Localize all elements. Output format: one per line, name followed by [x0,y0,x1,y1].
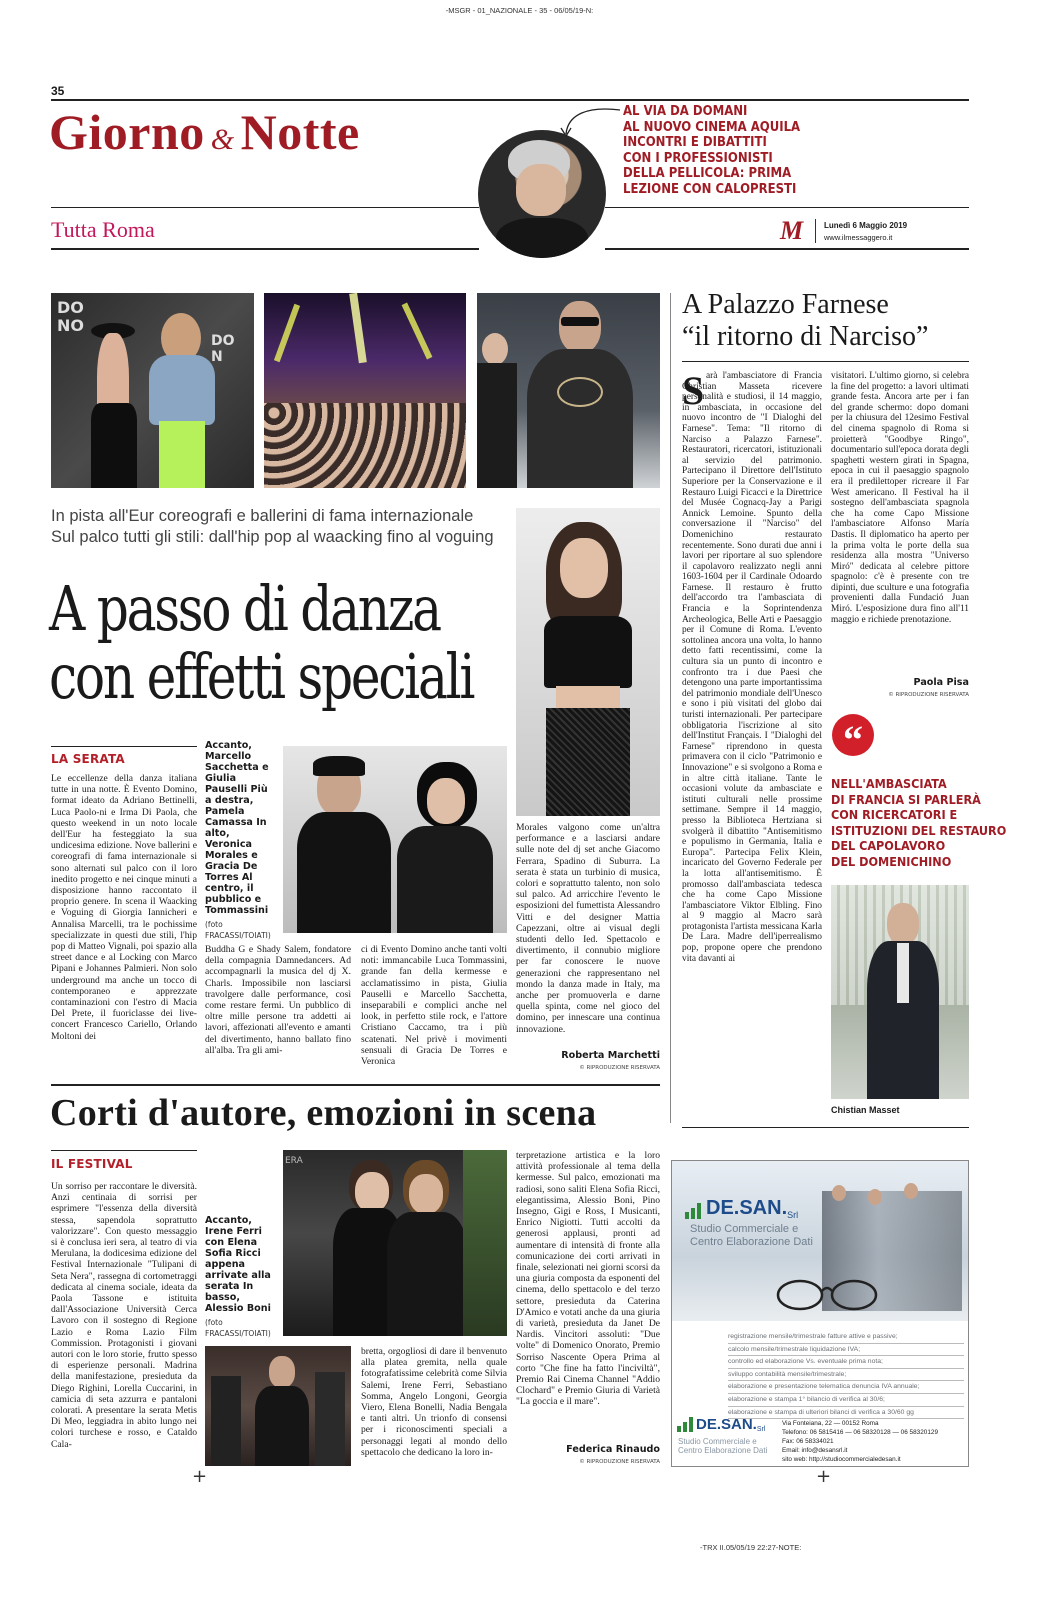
top-slug: -MSGR - 01_NAZIONALE - 35 - 06/05/19-N: [445,6,594,15]
section-rule-left [51,207,479,208]
desan-logo-top: DE.SAN. Srl [684,1197,798,1220]
messaggero-logo: M [780,216,804,245]
crowd-photo [264,293,466,488]
desan-services-list: registrazione mensile/trimestrale fatture attive e passive; calcolo mensile/trimestrale liquidazione IVA; controllo ed elaborazione Vs. eventuale prima nota; sviluppo contabilità mensile/trimestrale; elaborazione e presentazione telematica denuncia IVA annuale; elaborazione e stampa 1° bilancio di verifica al 30/6; elaborazione e stampa di ulteriori bilanci di verifica a 30/60 gg [728,1331,964,1419]
corti-kicker: IL FESTIVAL [51,1157,133,1171]
dance-col-1: Le eccellenze della danza italiana tutte in una notte. È Evento Domino, format ideato da Adriano Bettinelli, Luca Paolo-ni e Irma Di Paola, che questo weekend in un noto locale dell'Eur ha festeggiato la sua undicesima edizione. Nove ballerini e coreografi di fama internazionale si sono alternati sul palco con il loro inedito progetto e nei cinque minuti a disposizione hanno raccontato il proprio genere. In scena il Waacking e Voguing di Giorgia Iannicheri e Annalisa Marcelli, tra le pochissime specializzate in questi due stili, l'hip pop di Matteo Vignali, poi spazio alla street dance e al Locking con Marco Pipani e Johannes Palmieri. Non solo underground ma anche un tocco di contemporaneo e apprezzate contaminazioni con l'estro di Macia Del Prete, il fuoriclasse dei live-concert Francesco Cariello, Orlando Moltoni dei [51,773,197,1042]
farnese-pullquote: NELL'AMBASCIATA DI FRANCIA SI PARLERÀ CON RICERCATORI E ISTITUZIONI DEL RESTAURO DEL CAPOLAVORO DEL DOMENICHINO [831,776,1007,869]
dance-kicker: LA SERATA [51,752,125,766]
sacchetta-pauselli-photo [283,746,507,933]
teaser-arrow-icon [558,104,628,140]
desan-logo-bottom: DE.SAN. Srl [676,1415,765,1433]
corti-photo-caption: Accanto, Irene Ferri con Elena Sofia Ricci appena arrivate alla serata In basso, Alessio Boni (foto FRACASSI/TOIATI) [205,1215,271,1338]
masthead-title: Giorno & Notte [49,104,360,160]
section-rule-right [605,207,969,208]
teaser-text[interactable]: AL VIA DA DOMANI AL NUOVO CINEMA AQUILA INCONTRI E DIBATTITI CON I PROFESSIONISTI DELLA PELLICOLA: PRIMA LEZIONE CON CALOPRESTI [623,104,801,197]
issue-date: Lunedì 6 Maggio 2019 [824,221,908,230]
dance-headline: A passo di danza con effetti speciali [49,572,474,713]
desan-advertisement[interactable]: DE.SAN. Srl Studio Commerciale e Centro Elaborazione Dati registrazione mensile/trimestrale fatture attive e passive; calcolo mensile/trimestrale liquidazione IVA; controllo ed elaborazione Vs. eventuale prima nota; sviluppo contabilità mensile/trimestrale; elaborazione e presentazione telematica denuncia IVA annuale; elaborazione e stampa 1° bilancio di verifica al 30/6; elaborazione e stampa di ulteriori bilanci di verifica a 30/60 gg DE.SAN. Srl Studio Commerciale e Centro Elaborazione Dati Via Fonteiana, 22 — 00152 Roma Telefono: 06 5815416 — 06 58320128 — 06 58320129 Fax: 06 58334021 Email: info@desansrl.it sito web: http://studiocommercialedesan.it [671,1160,969,1467]
farnese-copyright: © RIPRODUZIONE RISERVATA [888,692,969,698]
section-label: Tutta Roma [51,217,155,242]
dance-col-4: Morales valgono come un'altra performance e a lasciarsi andare sulle note del dj set anche Giacomo Ferrara, Spadino di Suburra. La serata è stata un turbinio di musica, colori e soprattutto talento, non solo sul palco. Ad arricchire l'evento le esposizioni del fumettista Alessandro Vitti e del designer Mattia Capezzani, oltre ai visual degli studenti dello Ied. Spettacolo e divertimento, il connubio migliore per far conoscere le nuove generazioni che rappresentano nel mondo la danza made in Italy, ma anche per promuoverla e darne quella spinta, come nel gioco del domino, per innescare una continua innovazione. [516,822,660,1035]
dance-copyright: © RIPRODUZIONE RISERVATA [579,1065,660,1071]
glasses-icon [772,1273,882,1313]
page-number: 35 [51,84,65,98]
crop-mark-left: + [192,1466,208,1487]
header-rule [51,99,969,101]
tommassini-photo [477,293,660,488]
teaser-portrait-photo [478,130,606,258]
bar-chart-icon [684,1200,706,1220]
farnese-col-1: arà l'ambasciatore di Francia Christian Masseta ricevere personalità e studiosi, il 14 maggio, in ambasciata, in occasione del nuovo incontro de "I Dialoghi del Farnese". Tema: "Il ritorno di Narciso a Palazzo Farnese". Restauratori, ricercatori, istituzionali al servizio del patrimonio. Partecipano il Direttore dell'Istituto Superiore per la Conservazione e il Restauro Luigi Ficacci e la Direttrice del Musée Cognacq-Jay a Parigi Annick Lemoine. Spunto della conversazione il "Narciso" del Domenichino restaurato recentemente. Sono durati due anni i lavori per riportare al suo splendore il capolavoro realizzato negli anni 1603-1604 per il Cardinale Odoardo Farnese. Il restauro è frutto dell'accordo tra l'ambasciata di Francia e la Soprintendenza Archeologica, Belle Arti e Paesaggio per il Comune di Roma. L'evento sottolinea ancora una volta, lo hanno detto fatti recentissimi, come la cultura sia un punto di incontro e confronto tra i due Paesi che detengono una parte importantissima del patrimonio mondiale dell'Unesco e sono i più visitati del globo dai turisti internazionali. Per partecipare obbligatoria l'iscrizione al sito dell'Institut Français. I "Dialoghi del Farnese" riprendono in questa primavera con il ciclo "Patrimonio e Innovazione" e si svolgono a Roma e in altre città italiane. Tante le occasioni volute da ambasciate e istituti culturali nelle prossime settimane. Sempre il 14 maggio, presso la Biblioteca Hertziana si svolgerà il dibattito "Antisemitismo e populismo in Germania, Italia e Europa". Partecipa Felix Klein, incaricato del Governo Federale per la lotta all'antisemitismo. È promosso dall'ambasciata tedesca che ha come Capo Missione l'ambasciatore Viktor Elbling. Fino al 9 maggio al Macro sarà protagonista l'artista messicana Karla De Lara. Madre dell'iperrealismo pop, propone opere che prendono vita davanti ai [682,371,822,964]
masset-portrait-photo [831,885,969,1099]
corti-headline: Corti d'autore, emozioni in scena [50,1092,597,1134]
dance-photo-caption: Accanto, Marcello Sacchetta e Giulia Pauselli Più a destra, Pamela Camassa In alto, Veronica Morales e Gracia De Torres Al centro, il pubblico e Tommassini (foto FRACASSI/TOIATI) [205,740,271,940]
alessio-boni-photo [205,1346,351,1466]
corti-copyright: © RIPRODUZIONE RISERVATA [579,1459,660,1465]
dance-signature: Roberta Marchetti [561,1050,660,1061]
dance-col-2: Buddha G e Shady Salem, fondatore della compagnia Damnedancers. Ad accompagnarli la musica del dj X. Charls. Impossibile non lasciarsi travolgere dalle performance, così come restare fermi. Un pubblico di oltre mille persone tra addetti ai lavori, affezionati all'evento e amanti del divertimento, hanno ballato fino all'alba. Tra gli ami- [205,944,351,1056]
farnese-headline: A Palazzo Farnese “il ritorno di Narciso” [682,289,929,352]
corti-col-2: bretta, orgogliosi di dare il benvenuto alla platea gremita, nella quale fotografatissime celebrità come Silvia Salemi, Irene Ferri, Sebastiano Somma, Angelo Longoni, Georgia Viero, Elena Bonelli, Nadia Bengala e tanti altri. Un trionfo di consensi per i riconoscimenti speciali a personaggi legati al mondo dello spettacolo che dedicano la loro in- [361,1346,507,1458]
ferri-ricci-photo: ERA [283,1150,507,1336]
corti-signature: Federica Rinaudo [566,1444,660,1455]
dance-subhead: In pista all'Eur coreografi e ballerini di fama internazionale Sul palco tutti gli stili: dall'hip pop al waacking fino al voguing [51,507,494,546]
pamela-camassa-photo [516,508,660,816]
farnese-signature: Paola Pisa [913,677,969,688]
bar-chart-icon [676,1415,696,1433]
site-url[interactable]: www.ilmessaggero.it [824,233,893,242]
quote-icon: “ [832,714,874,756]
masset-caption: Chistian Masset [831,1105,900,1115]
desan-contact: Via Fonteiana, 22 — 00152 Roma Telefono: 06 5815416 — 06 58320128 — 06 58320129 Fax: 06 58334021 Email: info@desansrl.it sito web: http://studiocommercialedesan.it [782,1420,938,1463]
desan-tagline: Studio Commerciale e Centro Elaborazione Dati [690,1223,813,1248]
dancers-photo-morales-detorres: DO NO DO N [51,293,254,488]
dance-col-3: ci di Evento Domino anche tanti volti noti: immancabile Luca Tommassini, grande fan della kermesse e acclamatissimo in pista, Giulia Pauselli e Marcello Sacchetta, inseparabili e complici anche nel look, in perfetto stile rock, e l'attore Cristiano Caccamo, tra i più scatenati. Nel privè i movimenti sensuali di Gracia De Torres e Veronica [361,944,507,1068]
farnese-col-2: visitatori. L'ultimo giorno, si celebra la fine del progetto: a lavori ultimati grande festa. Ancora arte per i fan del grande schermo: dopo domani per la chiusura del 12esimo Festival del cinema spagnolo di Roma si proietterà "Goodbye Ringo", documentario sull'epoca dorata degli spaghetti western girati in Spagna, epoca in cui il paesaggio spagnolo era il predilettoper ricreare il Far West americano. Il Festival ha il sostegno dell'ambasciata spagnola che ha come Capo Missione l'ambasciatore Alfonso María Dastis. Il diplomatico ha aperto per la prima volta le porte della sua residenza alla mostra "Universo Miró" dedicata al celebre pittore spagnolo: c'è è presente con tre dipinti, due sculture e una fotografia provenienti dalla Fundació Juan Miró. L'esposizione dura fino all'11 maggio e richiede prenotazione. [831,371,969,625]
corti-col-3: terpretazione artistica e la loro attività professionale al tema della kermesse. Sul palco, emozionati ma radiosi, sono saliti Elena Sofia Ricci, elegantissima, Alessio Boni, Pino Insegno, Gigi e Ross, I Musicanti, Enrico Nigiotti. Tutti accolti da generosi applausi, pronti ad aumentare di intensità di fronte alla comunicazione dei corti arrivati in finale, selezionati nei giorni scorsi da una giuria composta da esponenti del cinema, dello spettacolo e del terzo settore, presieduta da Caterina D'Amico e votati anche da una giuria di varietà, presieduta da Janet De Nardis. Vincitori assoluti: "Due volte" di Domenico Onorato, Premio Sorriso Nascente Opera Prima al corto "Che fine ha fatto l'inciviltà", Premio Rai Cinema Channel "Addio Clochard" e Premio Giuria di Varietà "La goccia e il mare". [516,1150,660,1408]
bottom-slug: -TRX II.05/05/19 22:27-NOTE: [700,1543,802,1552]
corti-col-1: Un sorriso per raccontare le diversità. Anzi centinaia di sorrisi per esprimere "l'essenza della diversità stessa, sapendola soprattutto valorizzare". Con questo messaggio si è conclusa ieri sera, al teatro di via Merulana, la dodicesima edizione del Festival Internazionale "Tulipani di Seta Nera", rassegna di cortometraggi dedicata al cinema sociale, ideata da Paola Tassone e istituita dall'Associazione Università Cerca Lavoro con il sostegno di Regione Lazio e Roma Lazio Film Commission. Protagonisti i giovani autori con le loro storie, frutto spesso di esperienze personali. Madrina della manifestazione, presieduta da Diego Righini, Lorella Cuccarini, in camicia di seta azzurra e pantaloni colorati. A presentare la serata Metis Di Meo, leggiadra in abito lungo nei colori turchese e rosso, e Cataldo Cala- [51,1181,197,1450]
crop-mark-right: + [816,1466,832,1487]
farnese-dropcap: S [682,368,705,413]
